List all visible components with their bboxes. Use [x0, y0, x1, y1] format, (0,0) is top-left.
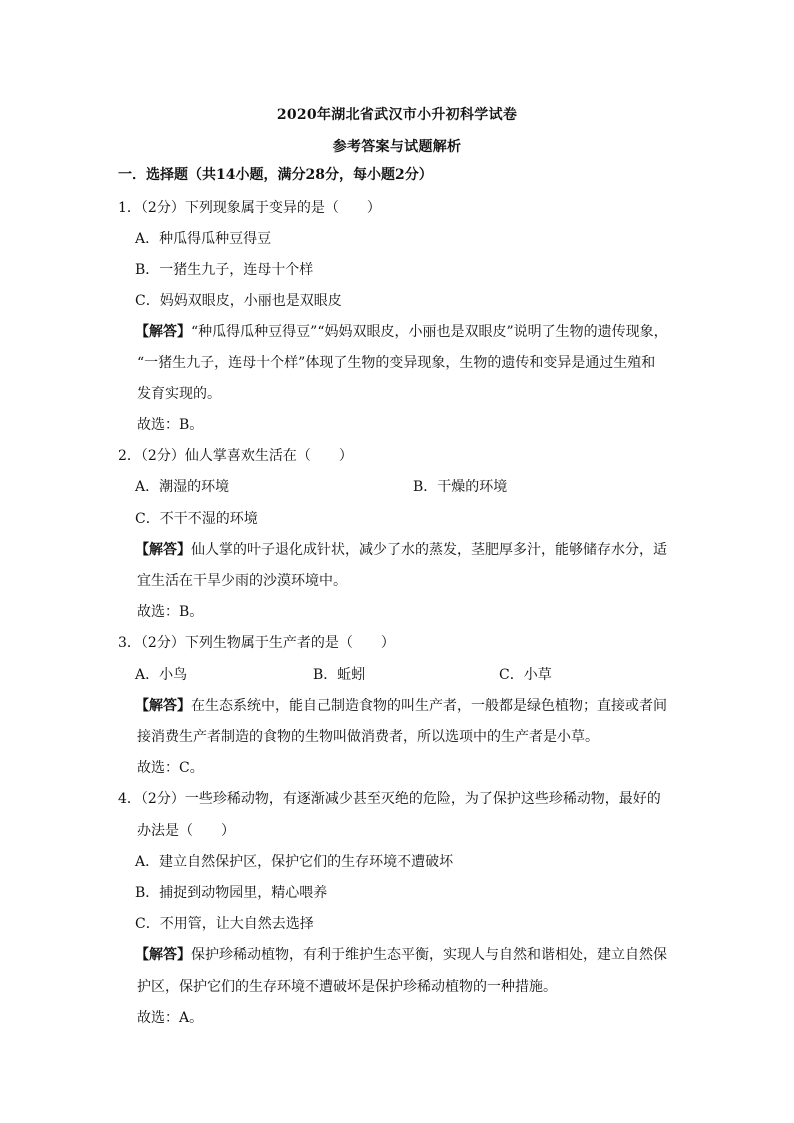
question-2-option-a: A．潮湿的环境 — [135, 479, 230, 495]
answer-tag: 【解答】 — [135, 947, 191, 963]
question-4-stem-continued: 办法是（ ） — [137, 823, 235, 839]
question-4-option-a: A．建立自然保护区，保护它们的生存环境不遭破坏 — [135, 854, 454, 870]
question-3-option-b: B．蚯蚓 — [313, 667, 366, 683]
question-2-option-b: B．干燥的环境 — [413, 479, 508, 495]
question-2-answer-line-2: 宜生活在干旱少雨的沙漠环境中。 — [137, 573, 347, 589]
question-4-stem: 4．（2分）一些珍稀动物，有逐渐减少甚至灭绝的危险，为了保护这些珍稀动物，最好的 — [118, 791, 661, 807]
question-4-option-b: B．捕捉到动物园里，精心喂养 — [135, 885, 328, 901]
answer-text: 仙人掌的叶子退化成针状，减少了水的蒸发，茎肥厚多汁，能够储存水分，适 — [191, 542, 667, 558]
question-1-option-c: C．妈妈双眼皮，小丽也是双眼皮 — [135, 293, 342, 309]
section-heading: 一．选择题（共14小题，满分28分，每小题2分） — [118, 167, 433, 183]
question-4-answer-line-1 — [135, 946, 667, 964]
question-3-choice: 故选：C。 — [137, 760, 204, 776]
answer-tag: 【解答】 — [135, 698, 191, 714]
question-3-option-c: C．小草 — [499, 667, 552, 683]
question-2-stem: 2．（2分）仙人掌喜欢生活在（ ） — [118, 448, 353, 464]
answer-text: 保护珍稀动植物，有利于维护生态平衡，实现人与自然和谐相处，建立自然保 — [191, 947, 667, 963]
question-2-option-c: C．不干不湿的环境 — [135, 511, 258, 527]
question-2-answer-line-1 — [135, 541, 667, 559]
question-1-answer-line-2: “一猪生九子，连母十个样”体现了生物的变异现象，生物的遗传和变异是通过生殖和 — [137, 355, 656, 371]
question-2-choice: 故选：B。 — [137, 604, 204, 620]
page-title: 2020年湖北省武汉市小升初科学试卷 — [276, 107, 518, 123]
question-1-stem: 1．（2分）下列现象属于变异的是（ ） — [118, 200, 381, 216]
answer-tag: 【解答】 — [135, 542, 191, 558]
answer-tag: 【解答】 — [135, 324, 191, 340]
question-3-option-a: A．小鸟 — [135, 667, 188, 683]
answer-text: 在生态系统中，能自己制造食物的叫生产者，一般都是绿色植物；直接或者间 — [191, 698, 667, 714]
question-1-answer-line-3: 发育实现的。 — [137, 386, 221, 402]
question-3-answer-line-2: 接消费生产者制造的食物的生物叫做消费者，所以选项中的生产者是小草。 — [137, 729, 599, 745]
answer-text: “种瓜得瓜种豆得豆”“妈妈双眼皮，小丽也是双眼皮”说明了生物的遗传现象， — [191, 324, 668, 340]
question-4-answer-line-2: 护区，保护它们的生存环境不遭破坏是保护珍稀动植物的一种措施。 — [137, 979, 557, 995]
question-4-choice: 故选：A。 — [137, 1010, 204, 1026]
question-4-option-c: C．不用管，让大自然去选择 — [135, 916, 314, 932]
question-1-answer-line-1 — [135, 323, 668, 341]
question-3-stem: 3．（2分）下列生物属于生产者的是（ ） — [118, 635, 395, 651]
question-1-option-b: B．一猪生九子，连母十个样 — [135, 262, 314, 278]
question-3-answer-line-1 — [135, 697, 667, 715]
page-subtitle: 参考答案与试题解析 — [332, 139, 462, 155]
question-1-choice: 故选：B。 — [137, 417, 204, 433]
question-1-option-a: A．种瓜得瓜种豆得豆 — [135, 231, 272, 247]
